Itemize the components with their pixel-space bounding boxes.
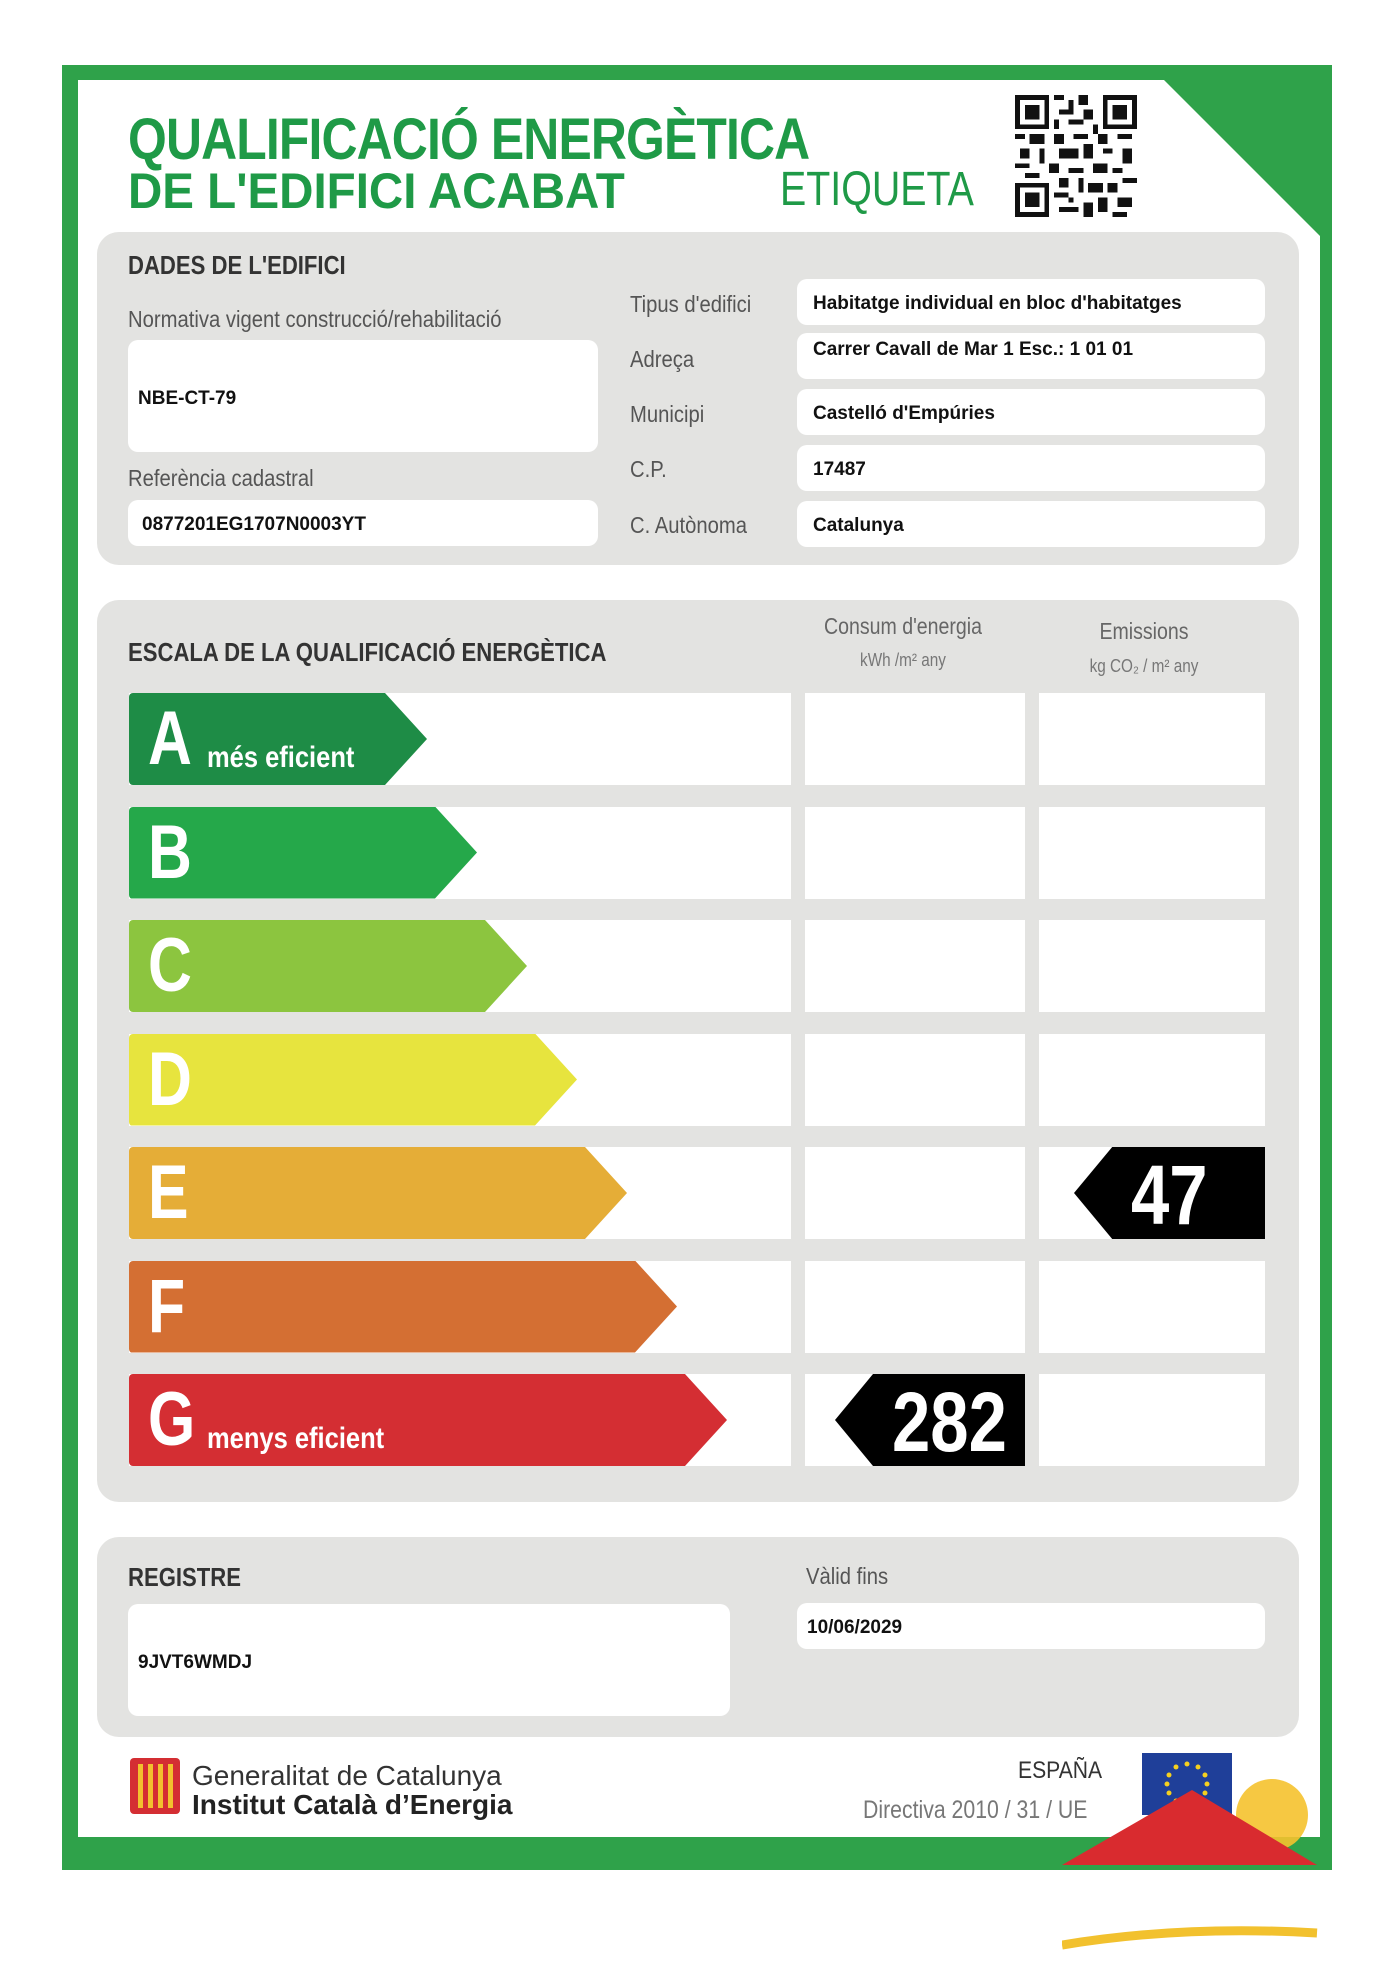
class-arrow-f bbox=[129, 1261, 677, 1353]
emissions-header: Emissions bbox=[1099, 618, 1189, 644]
class-arrow-e bbox=[129, 1147, 627, 1239]
field-label-cp: C.P. bbox=[630, 456, 667, 482]
class-letter-f: F bbox=[148, 1263, 186, 1349]
title-line-2: DE L'EDIFICI ACABAT bbox=[128, 163, 625, 219]
class-letter-a: A bbox=[148, 696, 192, 781]
consum-cell bbox=[805, 693, 1025, 785]
consum-unit: kWh /m² any bbox=[860, 650, 946, 670]
field-label-adreca: Adreça bbox=[630, 346, 695, 372]
emissions-cell bbox=[1039, 1261, 1265, 1353]
field-label-municipi: Municipi bbox=[630, 401, 705, 427]
consum-cell bbox=[805, 1261, 1025, 1353]
referencia-value: 0877201EG1707N0003YT bbox=[142, 514, 366, 535]
emissions-cell bbox=[1039, 807, 1265, 899]
field-box-cp bbox=[797, 445, 1265, 491]
org-line-2: Institut Català d’Energia bbox=[192, 1789, 513, 1820]
class-letter-g: G bbox=[148, 1377, 196, 1462]
consum-value: 282 bbox=[892, 1375, 1007, 1469]
consum-cell bbox=[805, 1034, 1025, 1126]
field-value-municipi: Castelló d'Empúries bbox=[813, 403, 995, 424]
etiqueta-label: ETIQUETA bbox=[780, 163, 974, 216]
registre-title: REGISTRE bbox=[128, 1562, 241, 1592]
emissions-cell bbox=[1039, 920, 1265, 1012]
valid-label: Vàlid fins bbox=[806, 1563, 889, 1589]
field-value-tipus: Habitatge individual en bloc d'habitatges bbox=[813, 293, 1182, 314]
class-letter-c: C bbox=[148, 923, 192, 1008]
class-note-a: més eficient bbox=[207, 741, 355, 774]
consum-header: Consum d'energia bbox=[823, 613, 983, 639]
referencia-label: Referència cadastral bbox=[128, 465, 314, 491]
field-value-cp: 17487 bbox=[813, 459, 866, 480]
consum-cell bbox=[805, 1147, 1025, 1239]
consum-cell bbox=[805, 807, 1025, 899]
emissions-cell bbox=[1039, 1034, 1265, 1126]
registre-value: 9JVT6WMDJ bbox=[138, 1652, 253, 1673]
generalitat-logo-icon bbox=[130, 1758, 180, 1814]
class-letter-b: B bbox=[148, 809, 192, 895]
directive-label: Directiva 2010 / 31 / UE bbox=[863, 1796, 1088, 1824]
country-label: ESPAÑA bbox=[1018, 1757, 1103, 1784]
emissions-cell bbox=[1039, 693, 1265, 785]
qr-code-icon bbox=[1015, 95, 1137, 217]
emissions-value: 47 bbox=[1131, 1148, 1208, 1242]
emissions-cell bbox=[1039, 1374, 1265, 1466]
scale-title: ESCALA DE LA QUALIFICACIÓ ENERGÈTICA bbox=[128, 637, 607, 667]
class-note-g: menys eficient bbox=[207, 1422, 385, 1455]
class-letter-e: E bbox=[148, 1150, 189, 1235]
valid-value: 10/06/2029 bbox=[807, 1617, 903, 1638]
org-line-1: Generalitat de Catalunya bbox=[192, 1760, 502, 1791]
field-label-tipus: Tipus d'edifici bbox=[630, 291, 752, 317]
class-letter-d: D bbox=[148, 1036, 192, 1122]
building-data-title: DADES DE L'EDIFICI bbox=[128, 250, 346, 280]
house-sun-logo-icon bbox=[1062, 1775, 1322, 1975]
emissions-unit: kg CO₂ / m² any bbox=[1089, 656, 1199, 676]
consum-cell bbox=[805, 920, 1025, 1012]
field-value-adreca: Carrer Cavall de Mar 1 Esc.: 1 01 01 bbox=[813, 339, 1134, 360]
title-line-1: QUALIFICACIÓ ENERGÈTICA bbox=[128, 107, 810, 172]
field-label-autonoma: C. Autònoma bbox=[630, 512, 748, 538]
normativa-label: Normativa vigent construcció/rehabilitació bbox=[128, 306, 502, 332]
field-value-autonoma: Catalunya bbox=[813, 515, 904, 536]
normativa-value: NBE-CT-79 bbox=[138, 388, 237, 409]
class-arrow-d bbox=[129, 1034, 577, 1126]
